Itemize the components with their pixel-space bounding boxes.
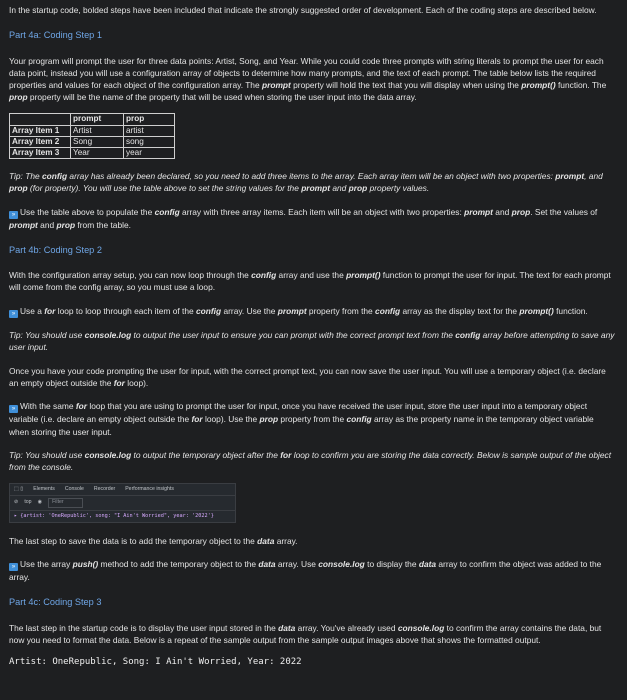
table-cell: year — [124, 148, 175, 159]
step2-tip-temp-object: Tip: You should use console.log to output the temporary object after the for loop to confirm you are storing the data correctly. Below is sample output of the object from the console. — [9, 449, 612, 472]
tab-console: Console — [64, 486, 84, 493]
table-cell: Array Item 3 — [10, 148, 71, 159]
double-chevron-right-icon: » — [9, 211, 18, 219]
table-header-cell: prop — [124, 114, 175, 125]
console-clear-icon: ⊘ — [14, 499, 19, 506]
step2-heading: Part 4b: Coding Step 2 — [9, 244, 102, 255]
table-row — [10, 148, 175, 159]
filter-field: Filter — [48, 498, 83, 507]
document — [9, 2, 615, 669]
step1-paragraph: Your program will prompt the user for three data points: Artist, Song, and Year. While you could code three prompts with string literals to prompt the user for each data point, instead you will use a configuration array of objects to determine how many prompts, and the text of each prompt. The table below lists the required properties and values for each object of the configuration array. The prompt property will hold the text that you will display when using the prompt() function. The prop property will be the name of the property that will be used when storing the user input into the data array. — [9, 55, 607, 103]
step3-paragraph: The last step in the startup code is to display the user input stored in the data array. You've already used console.log to confirm the array contains the data, but now you need to format the data. Below is a repeat of the sample output from the sample output images above that shows the formatted output. — [9, 622, 602, 645]
table-cell: song — [124, 136, 175, 147]
step1-action: » Use the table above to populate the config array with three array items. Each item will be an object with two properties: prompt and prop. Set the values of prompt and prop from the table. — [9, 206, 598, 230]
tab-performance-insights: Performance insights — [125, 486, 174, 493]
eye-icon: ◉ — [37, 499, 43, 506]
devtools-console-screenshot — [9, 483, 236, 523]
context-selector: top — [24, 499, 32, 506]
step2-paragraph-data: The last step to save the data is to add the temporary object to the data array. — [9, 535, 298, 546]
table-cell: Array Item 1 — [10, 125, 71, 136]
table-cell: Artist — [71, 125, 124, 136]
console-toolbar — [10, 496, 235, 510]
step3-heading: Part 4c: Coding Step 3 — [9, 597, 102, 608]
table-header-row — [10, 114, 175, 125]
step1-tip: Tip: The config array has already been declared, so you need to add three items to the array. Each array item will be an object with two properties: prompt, and prop (for property). You will use the table above to set the string values for the prompt and prop property values. — [9, 171, 603, 194]
step2-paragraph-save: Once you have your code prompting the user for input, with the correct prompt text, you can now save the user input. You will use a temporary object (i.e. declare an empty object outside the for loop). — [9, 365, 606, 389]
step2-action-push: » Use the array push() method to add the temporary object to the data array. Use console.log to display the data array to confirm the object was added to the array. — [9, 559, 602, 583]
step2-tip-console: Tip: You should use console.log to output the user input to ensure you can prompt with the correct prompt text from the config array before attempting to save any user input. — [9, 329, 615, 352]
double-chevron-right-icon: » — [9, 310, 18, 318]
double-chevron-right-icon: » — [9, 405, 18, 413]
double-chevron-right-icon: » — [9, 563, 18, 571]
table-header-cell — [10, 114, 71, 125]
tab-elements: Elements — [33, 486, 55, 493]
table-cell: Year — [71, 148, 124, 159]
console-output: ▸ {artist: 'OneRepublic', song: "I Ain't Worried", year: '2022'} — [14, 512, 214, 519]
table-header-cell: prompt — [71, 114, 124, 125]
table-cell: Song — [71, 136, 124, 147]
devtools-tabs — [10, 484, 235, 496]
tab-recorder: Recorder — [93, 486, 116, 493]
step2-action-loop: » Use a for loop to loop through each item of the config array. Use the prompt property from the config array as the display text for the prompt() function. — [9, 305, 615, 318]
step2-action-store: » With the same for loop that you are using to prompt the user for input, once you have received the user input, store the user input into a temporary object variable (i.e. declare an empty object outside the for loop). Use the prop property from the config array as the property name in the temporary object variable when storing the user input. — [9, 401, 594, 437]
formatted-output-sample: Artist: OneRepublic, Song: I Ain't Worried, Year: 2022 — [9, 657, 302, 667]
devtools-inspect-icon: ⬚ ▯ — [14, 486, 24, 493]
table-row — [10, 136, 175, 147]
table-cell: artist — [124, 125, 175, 136]
config-table — [9, 113, 175, 159]
table-row — [10, 125, 175, 136]
step2-paragraph: With the configuration array setup, you can now loop through the config array and use the prompt() function to prompt the user for input. The text for each prompt will come from the config array, so you must use a loop. — [9, 270, 611, 293]
step1-heading: Part 4a: Coding Step 1 — [9, 30, 102, 41]
intro-text: In the startup code, bolded steps have been included that indicate the strongly suggested order of development. Each of the coding steps are described below. — [9, 5, 597, 15]
table-cell: Array Item 2 — [10, 136, 71, 147]
